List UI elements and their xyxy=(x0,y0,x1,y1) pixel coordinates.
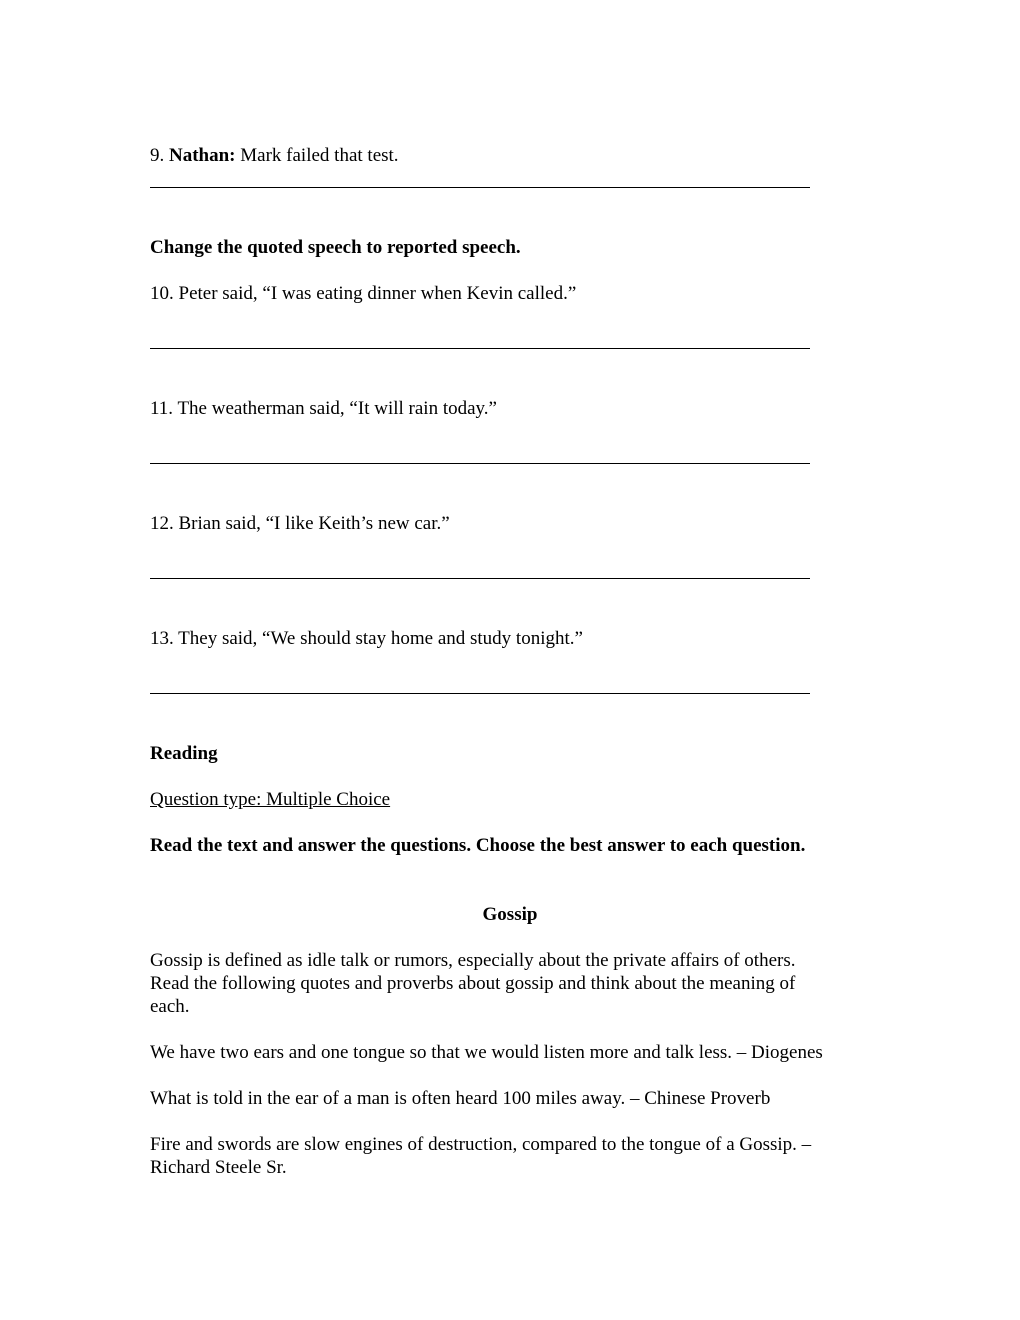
passage-quote-3-line-2: Richard Steele Sr. xyxy=(150,1157,287,1178)
answer-line-11[interactable] xyxy=(150,463,810,464)
answer-line-12[interactable] xyxy=(150,578,810,579)
passage-intro-line-1: Gossip is defined as idle talk or rumors, especially about the private affairs of others. xyxy=(150,950,796,971)
question-9-speaker: Nathan: xyxy=(169,145,236,166)
question-13: 13. They said, “We should stay home and study tonight.” xyxy=(150,628,583,649)
section-instruction-reported-speech: Change the quoted speech to reported speech. xyxy=(150,237,521,258)
answer-line-10[interactable] xyxy=(150,348,810,349)
passage-intro-line-3: each. xyxy=(150,996,190,1017)
answer-line-13[interactable] xyxy=(150,693,810,694)
question-9-number: 9. xyxy=(150,145,165,166)
reading-heading: Reading xyxy=(150,743,218,764)
passage-intro xyxy=(150,949,870,1018)
question-9 xyxy=(150,144,399,167)
passage-quote-2: What is told in the ear of a man is often heard 100 miles away. – Chinese Proverb xyxy=(150,1088,771,1109)
passage-intro-line-2: Read the following quotes and proverbs about gossip and think about the meaning of xyxy=(150,973,796,994)
question-type-label: Question type: Multiple Choice xyxy=(150,789,391,810)
question-10: 10. Peter said, “I was eating dinner when Kevin called.” xyxy=(150,283,577,304)
passage-quote-3-line-1: Fire and swords are slow engines of destruction, compared to the tongue of a Gossip. – xyxy=(150,1134,812,1155)
question-9-text: Mark failed that test. xyxy=(240,145,399,166)
passage-title: Gossip xyxy=(482,904,538,925)
question-12: 12. Brian said, “I like Keith’s new car.” xyxy=(150,513,450,534)
reading-instruction: Read the text and answer the questions. Choose the best answer to each question. xyxy=(150,835,806,856)
passage-quote-3 xyxy=(150,1133,870,1179)
passage-quote-1: We have two ears and one tongue so that we would listen more and talk less. – Diogenes xyxy=(150,1042,823,1063)
question-11: 11. The weatherman said, “It will rain today.” xyxy=(150,398,497,419)
answer-line-9[interactable] xyxy=(150,187,810,188)
